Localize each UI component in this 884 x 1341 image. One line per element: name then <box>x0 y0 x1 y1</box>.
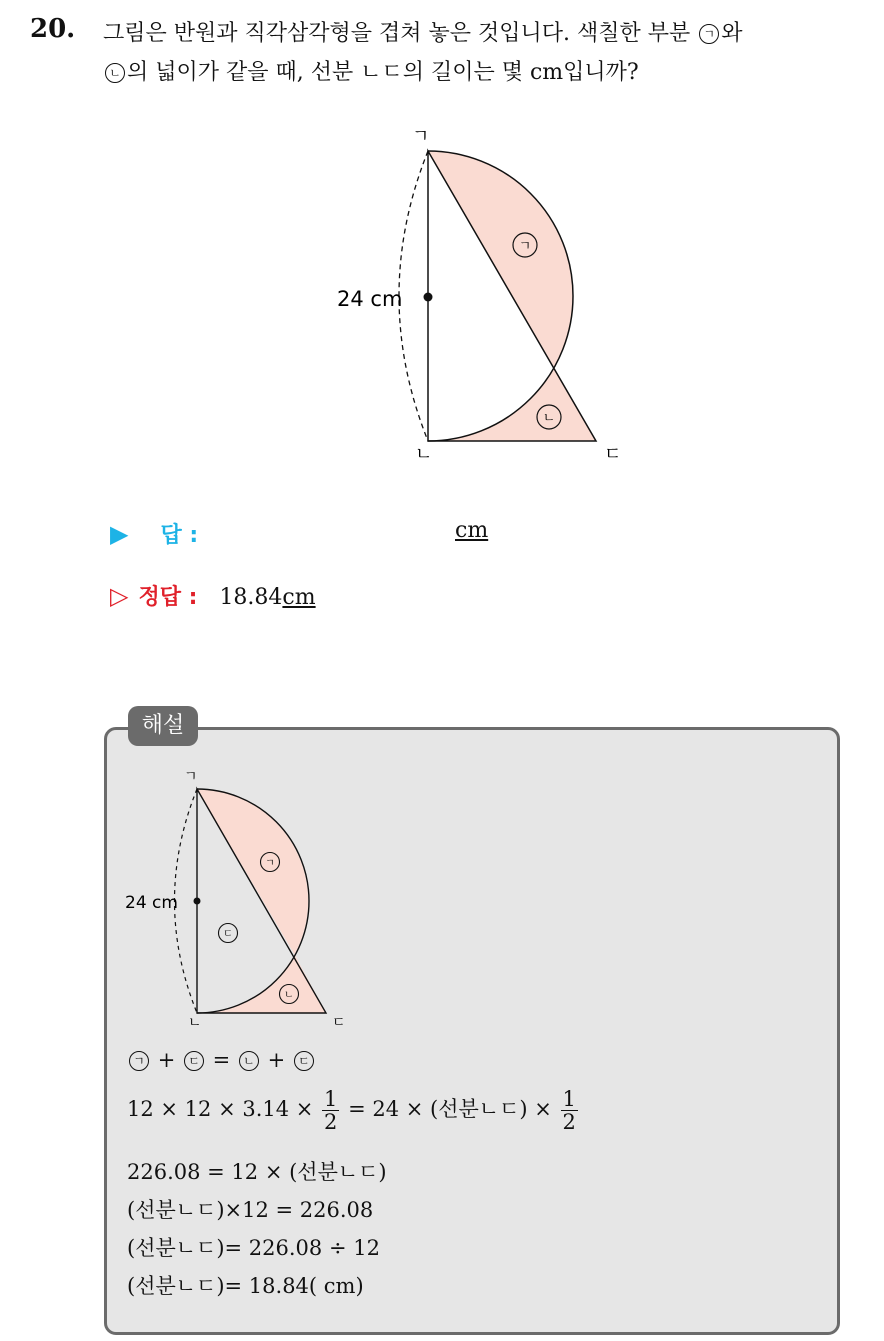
region-b-label: ㄴ <box>542 411 556 426</box>
eq2-frac1-den: 2 <box>324 1110 338 1134</box>
region-b-shape <box>428 368 596 442</box>
question-text-line2 <box>103 55 639 86</box>
question-text-a: 그림은 반원과 직각삼각형을 겹쳐 놓은 것입니다. 색칠한 부분 <box>103 21 698 46</box>
sol-region-a-label: ㄱ <box>265 858 275 869</box>
vertex-label-bottom: ㄴ <box>415 444 433 465</box>
eq2-frac-2 <box>561 1088 578 1133</box>
circled-label-a: ㄱ <box>699 24 719 44</box>
vertex-label-right: ㄷ <box>604 444 622 465</box>
answer-row <box>110 518 489 549</box>
correct-unit: cm <box>282 585 316 610</box>
eq1-a: ㄱ <box>129 1051 149 1071</box>
question-text-c: 의 넓이가 같을 때, 선분 ㄴㄷ의 길이는 몇 cm입니까? <box>127 60 639 85</box>
answer-marker-icon: ▶ <box>110 520 129 548</box>
eq1-b: ㄴ <box>239 1051 259 1071</box>
eq2-frac1-num: 1 <box>324 1087 338 1111</box>
sol-label-top: ㄱ <box>184 769 198 785</box>
sol-region-c-label: ㄷ <box>223 929 233 940</box>
eq2-frac2-den: 2 <box>562 1110 576 1134</box>
eq1-c1: ㄷ <box>184 1051 204 1071</box>
equation-5: (선분ㄴㄷ)= 226.08 ÷ 12 <box>127 1236 380 1260</box>
eq2-frac-1 <box>322 1088 339 1133</box>
equation-1 <box>127 1048 316 1072</box>
eq2-mid: = 24 × (선분ㄴㄷ) × <box>341 1097 559 1121</box>
eq1-eq: = <box>212 1048 231 1072</box>
equation-2 <box>127 1088 580 1133</box>
answer-unit[interactable]: cm <box>455 518 489 543</box>
vertex-label-top: ㄱ <box>412 126 430 147</box>
equation-6: (선분ㄴㄷ)= 18.84( cm) <box>127 1274 364 1298</box>
center-dot <box>424 293 433 302</box>
sol-region-b-label: ㄴ <box>284 990 294 1001</box>
region-a-label: ㄱ <box>518 239 532 254</box>
question-number: 20. <box>30 14 76 44</box>
answer-label: 답 : <box>160 523 199 548</box>
eq1-op1: + <box>157 1048 176 1072</box>
eq2-left: 12 × 12 × 3.14 × <box>127 1097 321 1121</box>
correct-label: 정답 : <box>138 585 198 610</box>
correct-value: 18.84 <box>219 585 283 610</box>
solution-figure <box>118 765 358 1035</box>
question-text-line1 <box>103 16 743 47</box>
eq1-op2: + <box>267 1048 286 1072</box>
solution-tag: 해설 <box>128 706 198 746</box>
eq1-c2: ㄷ <box>294 1051 314 1071</box>
circled-label-b: ㄴ <box>105 63 125 83</box>
eq2-frac2-num: 1 <box>562 1087 576 1111</box>
sol-label-bottom: ㄴ <box>188 1015 202 1031</box>
region-a-shape <box>428 151 573 368</box>
length-label: 24 cm <box>337 287 403 311</box>
equation-4: (선분ㄴㄷ)×12 = 226.08 <box>127 1198 374 1222</box>
sol-region-a-shape <box>197 789 308 955</box>
correct-answer-row <box>110 580 316 611</box>
semicircle-triangle-figure <box>320 120 640 470</box>
sol-label-right: ㄷ <box>332 1015 346 1031</box>
sol-center-dot <box>194 898 201 905</box>
question-text-b: 와 <box>721 21 743 46</box>
equation-3: 226.08 = 12 × (선분ㄴㄷ) <box>127 1160 387 1184</box>
sol-region-b-shape <box>197 955 326 1014</box>
correct-marker-icon: ▷ <box>110 582 129 610</box>
sol-length-label: 24 cm <box>125 893 178 913</box>
